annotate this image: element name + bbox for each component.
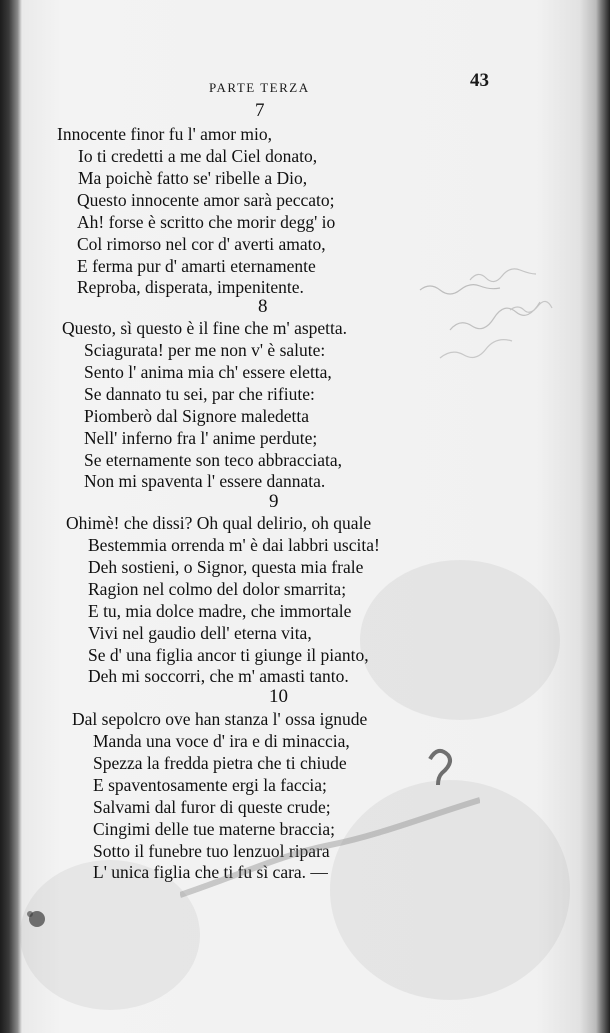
question-mark-scribble — [420, 745, 460, 795]
verse-line: Se dannato tu sei, par che rifiute: — [84, 384, 315, 404]
verse-line: Manda una voce d' ira e di minaccia, — [93, 731, 350, 751]
verse-line: Io ti credetti a me dal Ciel donato, — [78, 146, 318, 166]
verse-line: Bestemmia orrenda m' è dai labbri uscita! — [88, 535, 380, 555]
stanza-number: 9 — [269, 491, 279, 512]
verse-line: Ragion nel colmo del dolor smarrita; — [88, 579, 347, 599]
paper-stain — [360, 560, 560, 720]
verse-line: Dal sepolcro ove han stanza l' ossa ignude — [72, 709, 368, 729]
stanza-number: 8 — [258, 296, 268, 317]
pencil-marginalia — [410, 250, 590, 390]
verse-line: E ferma pur d' amarti eternamente — [77, 256, 316, 276]
verse-line: Non mi spaventa l' essere dannata. — [84, 471, 326, 491]
verse-line: Sciagurata! per me non v' è salute: — [84, 340, 326, 360]
book-spine-shadow — [0, 0, 22, 1033]
verse-line: Piomberò dal Signore maledetta — [84, 406, 310, 426]
verse-line: E tu, mia dolce madre, che immortale — [88, 601, 352, 621]
verse-line: Questo, sì questo è il fine che m' aspetta. — [62, 318, 348, 338]
verse-line: Cingimi delle tue materne braccia; — [93, 819, 335, 839]
water-damage-streak — [180, 795, 480, 905]
verse-line: Se eternamente son teco abbracciata, — [84, 450, 342, 470]
verse-line: Col rimorso nel cor d' averti amato, — [77, 234, 326, 254]
verse-line: L' unica figlia che ti fu sì cara. — — [93, 862, 328, 882]
verse-line: Se d' una figlia ancor ti giunge il pianto, — [88, 645, 369, 665]
verse-line: Reproba, disperata, impenitente. — [77, 277, 304, 297]
stanza-number: 7 — [255, 100, 265, 121]
verse-line: Deh mi soccorri, che m' amasti tanto. — [88, 666, 349, 686]
verse-line: Spezza la fredda pietra che ti chiude — [93, 753, 347, 773]
verse-line: Ah! forse è scritto che morir degg' io — [77, 212, 336, 232]
verse-line: Ma poichè fatto se' ribelle a Dio, — [78, 168, 308, 188]
verse-line: Deh sostieni, o Signor, questa mia frale — [88, 557, 364, 577]
page-number: 43 — [470, 70, 489, 91]
verse-line: Sotto il funebre tuo lenzuol ripara — [93, 841, 330, 861]
verse-line: Sento l' anima mia ch' essere eletta, — [84, 362, 332, 382]
verse-line: Innocente finor fu l' amor mio, — [57, 124, 273, 144]
running-title: PARTE TERZA — [209, 80, 310, 95]
verse-line: Vivi nel gaudio dell' eterna vita, — [88, 623, 312, 643]
verse-line: E spaventosamente ergi la faccia; — [93, 775, 327, 795]
ink-blot — [22, 904, 52, 934]
stanza-number: 10 — [269, 686, 288, 707]
verse-line: Nell' inferno fra l' anime perdute; — [84, 428, 318, 448]
verse-line: Salvami dal furor di queste crude; — [93, 797, 331, 817]
page-edge-shadow — [596, 0, 610, 1033]
verse-line: Ohimè! che dissi? Oh qual delirio, oh quale — [66, 513, 372, 533]
verse-line: Questo innocente amor sarà peccato; — [77, 190, 335, 210]
